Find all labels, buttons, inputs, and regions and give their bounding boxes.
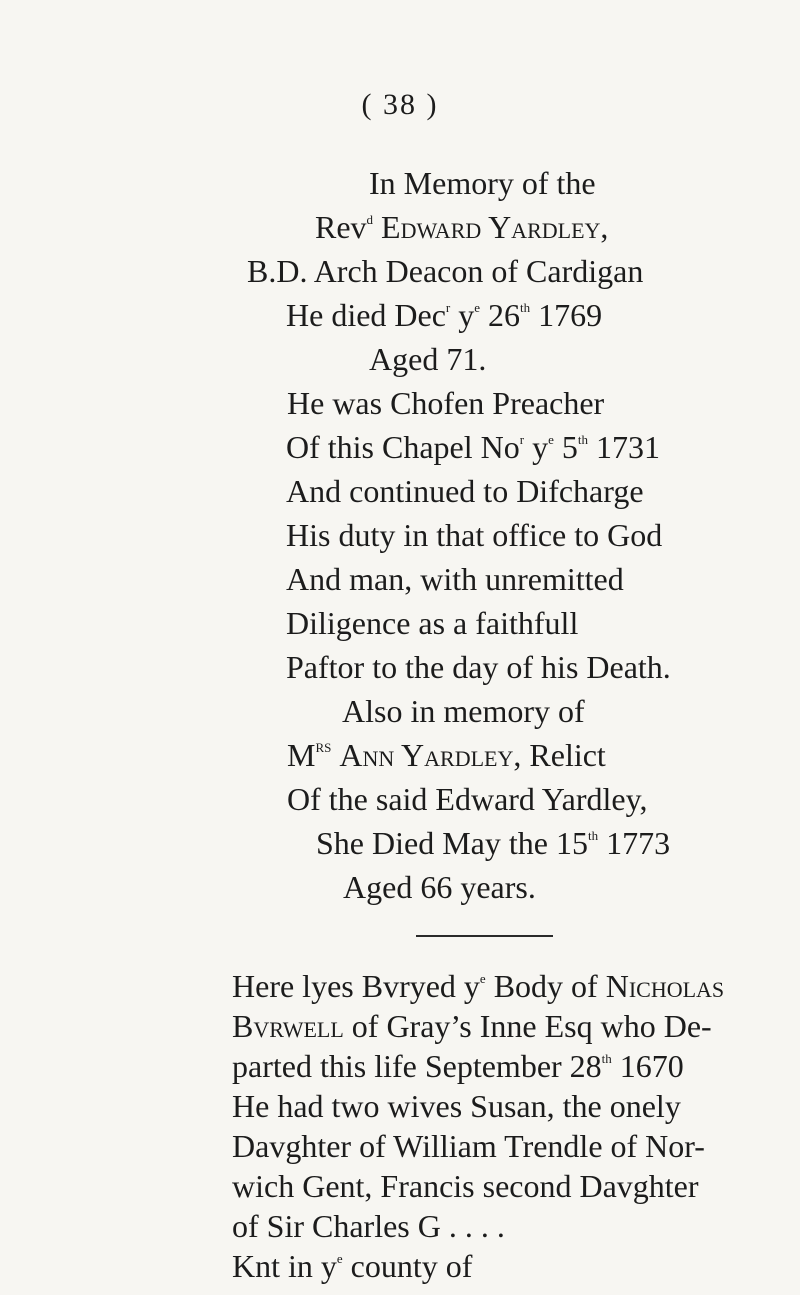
text-segment: 1769 (530, 297, 603, 333)
text-segment: y (524, 429, 549, 465)
memorial-line: Aged 66 years. (343, 869, 536, 905)
person-name: Edward Yardley, (381, 209, 609, 245)
memorial-line: Also in memory of (342, 693, 585, 729)
memorial-line: Diligence as a faithfull (286, 605, 579, 641)
superscript: r (445, 300, 451, 315)
memorial-line (232, 1050, 684, 1082)
memorial-line: He had two wives Susan, the onely (232, 1088, 681, 1124)
superscript: e (336, 1251, 343, 1266)
text-segment: Body of (485, 968, 606, 1004)
memorial-line: His duty in that office to God (286, 517, 663, 553)
text-segment: Relict (521, 737, 606, 773)
memorial-line: wich Gent, Francis second Davghter (232, 1168, 699, 1204)
memorial-line: of Sir Charles G . . . . (232, 1208, 505, 1244)
text-segment: She Died May the 15 (316, 825, 588, 861)
text-segment: county of (342, 1248, 473, 1284)
superscript: e (479, 971, 486, 986)
memorial-line: In Memory of the (369, 165, 596, 201)
text-segment: 1773 (598, 825, 671, 861)
memorial-line (286, 431, 660, 463)
text-segment: Here lyes Bvryed y (232, 968, 480, 1004)
section-divider (416, 935, 553, 937)
memorial-line (232, 1010, 712, 1042)
text-segment: of Gray’s Inne Esq who De- (343, 1008, 712, 1044)
text-segment: 1670 (611, 1048, 684, 1084)
text-segment: 5 (553, 429, 578, 465)
memorial-line (315, 211, 608, 243)
text-segment: parted this life September 28 (232, 1048, 602, 1084)
superscript: th (577, 432, 588, 447)
person-name: Ann Yardley, (339, 737, 522, 773)
memorial-line: Paftor to the day of his Death. (286, 649, 671, 685)
superscript: e (474, 300, 481, 315)
superscript: d (366, 212, 374, 227)
title-abbrev: Rev (315, 209, 367, 245)
memorial-line: Of the said Edward Yardley, (287, 781, 648, 817)
memorial-line (316, 827, 670, 859)
memorial-line: And continued to Difcharge (286, 473, 644, 509)
text-segment: He died Dec (286, 297, 446, 333)
memorial-line: And man, with unremitted (286, 561, 624, 597)
superscript: e (548, 432, 554, 447)
person-name: Nicholas (605, 968, 725, 1004)
page-number: ( 38 ) (361, 88, 439, 121)
title-abbrev: M (287, 737, 316, 773)
memorial-line: Davghter of William Trendle of Nor- (232, 1128, 705, 1164)
superscript: th (587, 828, 599, 843)
superscript: th (601, 1051, 612, 1066)
memorial-line: Aged 71. (369, 341, 487, 377)
memorial-line: B.D. Arch Deacon of Cardigan (247, 253, 644, 289)
memorial-line (286, 299, 602, 331)
memorial-line (287, 739, 606, 771)
text-segment: Knt in y (232, 1248, 337, 1284)
text-segment: y (450, 297, 475, 333)
superscript: r (519, 432, 525, 447)
memorial-line (232, 970, 724, 1002)
memorial-line (232, 1250, 472, 1282)
text-segment: 26 (480, 297, 521, 333)
person-name: Bvrwell (232, 1008, 344, 1044)
memorial-line: He was Chofen Preacher (287, 385, 605, 421)
superscript: RS (315, 740, 332, 755)
text-segment: 1731 (588, 429, 660, 465)
superscript: th (520, 300, 531, 315)
text-segment: Of this Chapel No (286, 429, 520, 465)
